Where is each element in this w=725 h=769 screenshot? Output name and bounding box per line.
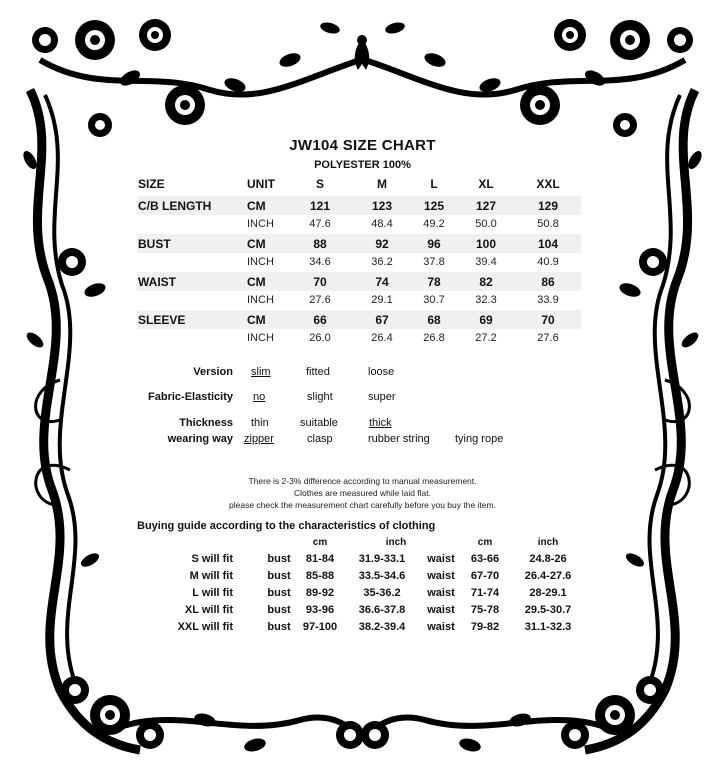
value-cell: 50.0: [475, 218, 497, 230]
value-cell: 104: [537, 237, 559, 251]
unit-cell: INCH: [247, 294, 274, 306]
guide-size-label: XL will fit: [184, 604, 233, 616]
value-cell: 78: [427, 275, 441, 289]
guide-cell: 28-29.1: [529, 587, 567, 599]
value-cell: 121: [309, 199, 331, 213]
attribute-option: suitable: [300, 417, 338, 429]
value-cell: 67: [375, 313, 389, 327]
value-cell: 100: [475, 237, 497, 251]
material-label: POLYESTER 100%: [314, 159, 411, 171]
value-cell: 37.8: [423, 256, 445, 268]
value-cell: 26.0: [309, 332, 331, 344]
table-row-shade: [137, 272, 581, 291]
value-cell: 125: [423, 199, 445, 213]
guide-cell: waist: [427, 604, 455, 616]
value-cell: 82: [479, 275, 493, 289]
attribute-label: Thickness: [179, 417, 233, 429]
value-cell: 86: [541, 275, 555, 289]
table-row-shade: [137, 310, 581, 329]
attribute-option: thin: [251, 417, 269, 429]
guide-unit-header: cm: [477, 537, 493, 548]
guide-cell: 26.4-27.6: [524, 570, 572, 582]
unit-cell: CM: [247, 199, 266, 213]
unit-cell: INCH: [247, 218, 274, 230]
guide-size-label: S will fit: [191, 553, 233, 565]
attribute-option: clasp: [307, 433, 333, 445]
guide-cell: 81-84: [305, 553, 335, 565]
attribute-option: loose: [368, 366, 395, 378]
page-title: JW104 SIZE CHART: [289, 137, 436, 154]
value-cell: 47.6: [309, 218, 331, 230]
attribute-option: super: [368, 391, 396, 403]
value-cell: 92: [375, 237, 389, 251]
guide-cell: 63-66: [470, 553, 500, 565]
size-header-cell: SIZE: [138, 177, 165, 191]
guide-cell: bust: [267, 587, 291, 599]
guide-cell: 89-92: [305, 587, 335, 599]
value-cell: 27.6: [309, 294, 331, 306]
guide-cell: 85-88: [305, 570, 335, 582]
note-line: There is 2-3% difference according to manual measurement.: [248, 476, 477, 486]
value-cell: 96: [427, 237, 441, 251]
attribute-option-selected: thick: [369, 417, 392, 429]
attribute-label: Version: [193, 366, 233, 378]
table-row-shade: [137, 234, 581, 253]
unit-cell: INCH: [247, 332, 274, 344]
guide-cell: bust: [267, 570, 291, 582]
guide-cell: bust: [267, 604, 291, 616]
size-header-cell: S: [315, 177, 325, 191]
value-cell: 40.9: [537, 256, 559, 268]
guide-cell: 33.5-34.6: [358, 570, 406, 582]
value-cell: 68: [427, 313, 441, 327]
measurement-label: C/B LENGTH: [138, 199, 212, 213]
attribute-option-selected: slim: [251, 366, 271, 378]
measurement-label: SLEEVE: [138, 313, 186, 327]
note-line: please check the measurement chart carefully before you buy the item.: [229, 500, 496, 510]
guide-cell: 31.1-32.3: [524, 621, 572, 633]
attribute-option: slight: [307, 391, 333, 403]
guide-size-label: L will fit: [192, 587, 233, 599]
guide-cell: 79-82: [470, 621, 500, 633]
unit-cell: CM: [247, 313, 266, 327]
guide-cell: 24.8-26: [529, 553, 567, 565]
value-cell: 127: [475, 199, 497, 213]
value-cell: 70: [313, 275, 327, 289]
guide-title: Buying guide according to the characteristics of clothing: [137, 520, 436, 532]
value-cell: 74: [375, 275, 389, 289]
value-cell: 49.2: [423, 218, 445, 230]
guide-unit-header: inch: [385, 537, 407, 548]
size-header-cell: XL: [478, 177, 494, 191]
value-cell: 36.2: [371, 256, 393, 268]
attribute-option-selected: zipper: [244, 433, 274, 445]
guide-size-label: XXL will fit: [177, 621, 233, 633]
guide-cell: waist: [427, 553, 455, 565]
value-cell: 66: [313, 313, 327, 327]
guide-cell: waist: [427, 570, 455, 582]
attribute-label: Fabric-Elasticity: [148, 391, 233, 403]
guide-unit-header: inch: [537, 537, 559, 548]
attribute-option-selected: no: [253, 391, 266, 403]
attribute-option: rubber string: [368, 433, 430, 445]
value-cell: 39.4: [475, 256, 497, 268]
guide-cell: 71-74: [470, 587, 500, 599]
note-line: Clothes are measured while laid flat.: [293, 488, 431, 498]
size-header-cell: UNIT: [247, 177, 275, 191]
value-cell: 26.4: [371, 332, 393, 344]
guide-cell: 31.9-33.1: [358, 553, 406, 565]
guide-cell: bust: [267, 553, 291, 565]
guide-cell: 93-96: [305, 604, 335, 616]
value-cell: 33.9: [537, 294, 559, 306]
guide-unit-header: cm: [312, 537, 328, 548]
attribute-option: tying rope: [455, 433, 504, 445]
value-cell: 123: [371, 199, 393, 213]
size-header-cell: L: [430, 177, 438, 191]
guide-cell: 75-78: [470, 604, 500, 616]
guide-cell: 38.2-39.4: [358, 621, 406, 633]
unit-cell: CM: [247, 237, 266, 251]
guide-size-label: M will fit: [189, 570, 233, 582]
guide-cell: 29.5-30.7: [524, 604, 572, 616]
value-cell: 88: [313, 237, 327, 251]
guide-cell: bust: [267, 621, 291, 633]
guide-cell: 36.6-37.8: [358, 604, 406, 616]
value-cell: 32.3: [475, 294, 497, 306]
value-cell: 26.8: [423, 332, 445, 344]
value-cell: 30.7: [423, 294, 445, 306]
value-cell: 27.2: [475, 332, 497, 344]
value-cell: 27.6: [537, 332, 559, 344]
measurement-label: WAIST: [138, 275, 176, 289]
size-header-cell: M: [377, 177, 387, 191]
unit-cell: CM: [247, 275, 266, 289]
attribute-option: fitted: [306, 366, 330, 378]
guide-cell: waist: [427, 621, 455, 633]
value-cell: 69: [479, 313, 493, 327]
value-cell: 29.1: [371, 294, 393, 306]
unit-cell: INCH: [247, 256, 274, 268]
value-cell: 129: [537, 199, 559, 213]
value-cell: 50.8: [537, 218, 559, 230]
value-cell: 34.6: [309, 256, 331, 268]
guide-cell: 35-36.2: [363, 587, 401, 599]
measurement-label: BUST: [138, 237, 171, 251]
value-cell: 48.4: [371, 218, 393, 230]
size-header-cell: XXL: [536, 177, 560, 191]
guide-cell: 67-70: [470, 570, 500, 582]
guide-cell: waist: [427, 587, 455, 599]
guide-cell: 97-100: [302, 621, 338, 633]
attribute-label: wearing way: [167, 433, 233, 445]
value-cell: 70: [541, 313, 555, 327]
